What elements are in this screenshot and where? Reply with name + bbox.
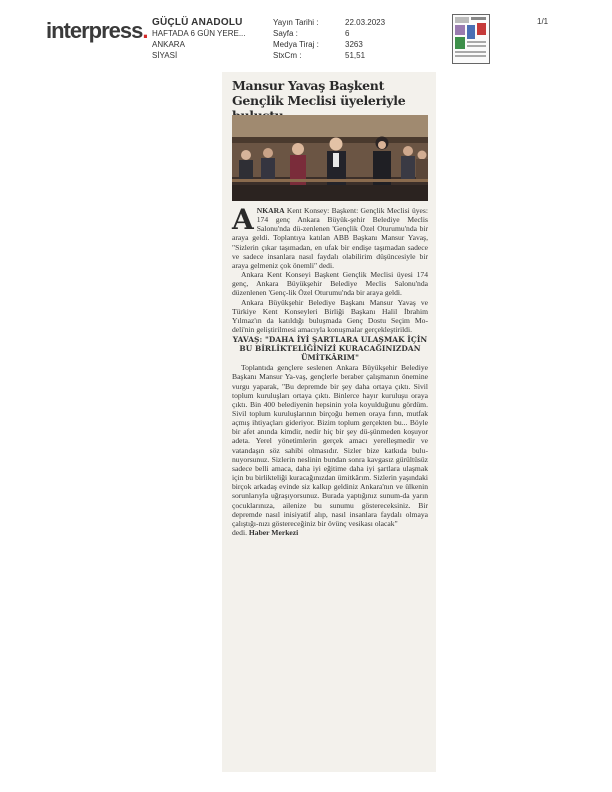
- interpress-logo: interpress.: [46, 18, 148, 43]
- publication-city: ANKARA: [152, 40, 185, 49]
- paragraph-5: [232, 528, 428, 537]
- article-headline: Mansur Yavaş Başkent Gençlik Meclisi üyeleriyle: [232, 78, 406, 108]
- publication-info: [152, 17, 246, 61]
- article-body: [232, 203, 428, 537]
- article-subheading: YAVAŞ: "DAHA İYİ ŞARTLARA ULAŞMAK İÇİN BU BİRLİKTELİĞİNİZİ KURACAĞINIZDAN ÜMİTKÂRIM": [232, 335, 428, 363]
- field-label-circulation: Medya Tiraj :: [273, 40, 319, 49]
- lead-word: NKARA: [256, 206, 285, 215]
- publication-frequency: HAFTADA 6 GÜN YERE...: [152, 29, 246, 38]
- page-thumbnail[interactable]: [452, 14, 490, 64]
- field-label-date: Yayın Tarihi :: [273, 18, 319, 27]
- closing-text: dedi.: [232, 528, 249, 537]
- byline: Haber Merkezi: [248, 528, 299, 537]
- field-value-stxcm: 51,51: [345, 51, 366, 60]
- paragraph-2: Ankara Kent Konseyi Başkent Gençlik Meclisi üyesi 174 genç, Ankara Büyükşehir Belediye Meclis Salonu'nda düzenlenen 'Genç-lik Özel Oturumu'nda bir araya geldi.: [232, 270, 428, 298]
- publication-category: SİYASİ: [152, 51, 178, 60]
- field-value-page: 6: [345, 29, 350, 38]
- paragraph-1: [232, 203, 428, 270]
- meta-labels: [273, 17, 319, 61]
- article-photo: [232, 115, 428, 201]
- field-label-page: Sayfa :: [273, 29, 298, 38]
- field-value-circulation: 3263: [345, 40, 363, 49]
- field-label-stxcm: StxCm :: [273, 51, 302, 60]
- page-counter: 1/1: [537, 17, 549, 26]
- paragraph-4: Toplantıda gençlere seslenen Ankara Büyükşehir Belediye Başkanı Mansur Ya-vaş, gençlerle beraber çalışmanın önemine vurgu yaparak, "Bu depremde bir şey daha ortaya çıktı. Sivil toplum kuruluşları ortaya çıktı. Binlerce hayır kuruluşu oraya çıktı. Bin 400 belediyenin hepsinin yola koyulduğunu gördüm. Sivil toplum kuruluşlarının birçoğu hemen oraya fırın, mutfak açmış ihtiyaçları gideriyor. Bizim toplum gerçekten bu... Böyle bir afet anında kimdir, nedir hiç bir şey dü-şünmeden koşuyor adeta. Yerel yönetimlerin gerçek amacı yerelleşmedir ve vatandaşın söz sahibi olmasıdır. Sizler bize katkıda bulu-nuyorsunuz. Sizlerin neslinin bundan sonra kavgasız gürültüsüz sadece belli amaca, daha iyi eğitime daha iyi şartlara ulaşmak için bu birlikteliği kuracağınızdan ümitkârım. Sizlerin yaşındaki birçok arkadaş evinde siz kalkıp geldiniz Ankara'nın ve ülkenin sorunlarıyla uğraşıyorsunuz. Burada yaptığınız sunum-da yarın çocuklarınıza, ailenize bu sunumu göstereceksiniz. Bir depremde nasıl inisiyatif alıp, nasıl insanlara faydalı olmaya çalıştığı-nızı göstereceğiniz bir övünç vesikası olacak": [232, 363, 428, 528]
- paragraph-1-text: Kent Konsey: Başkent: Gençlik Meclisi üyes: 174 genç Ankara Büyük-şehir Belediye Meclis Salonu'nda dü-zenlenen 'Gençlik Özel Oturumu'nda bir araya geldi. Toplantıya katılan ABB Başkanı Mansur Yavaş, "Sizlerin çıkar taşımadan, en ufak bir endişe taşımadan sadece ve sadece insanlara nasıl faydalı olabilirim düşüncesiyle bir araya gelmeniz çok önemli" dedi.: [232, 206, 428, 270]
- meta-values: [345, 17, 385, 61]
- dropcap: A: [232, 203, 254, 236]
- field-value-date: 22.03.2023: [345, 18, 386, 27]
- paragraph-3: Ankara Büyükşehir Belediye Başkanı Mansur Yavaş ve Türkiye Kent Konseyleri Birliği Başkanı Halil İbrahim Yılmaz'ın da katıldığı buluşmada Genç Dostu Seçim Mo-deli'nin geliştirilmesi amacıyla konuşmalar gerçekleştirildi.: [232, 297, 428, 335]
- publication-name: GÜÇLÜ ANADOLU: [152, 17, 243, 28]
